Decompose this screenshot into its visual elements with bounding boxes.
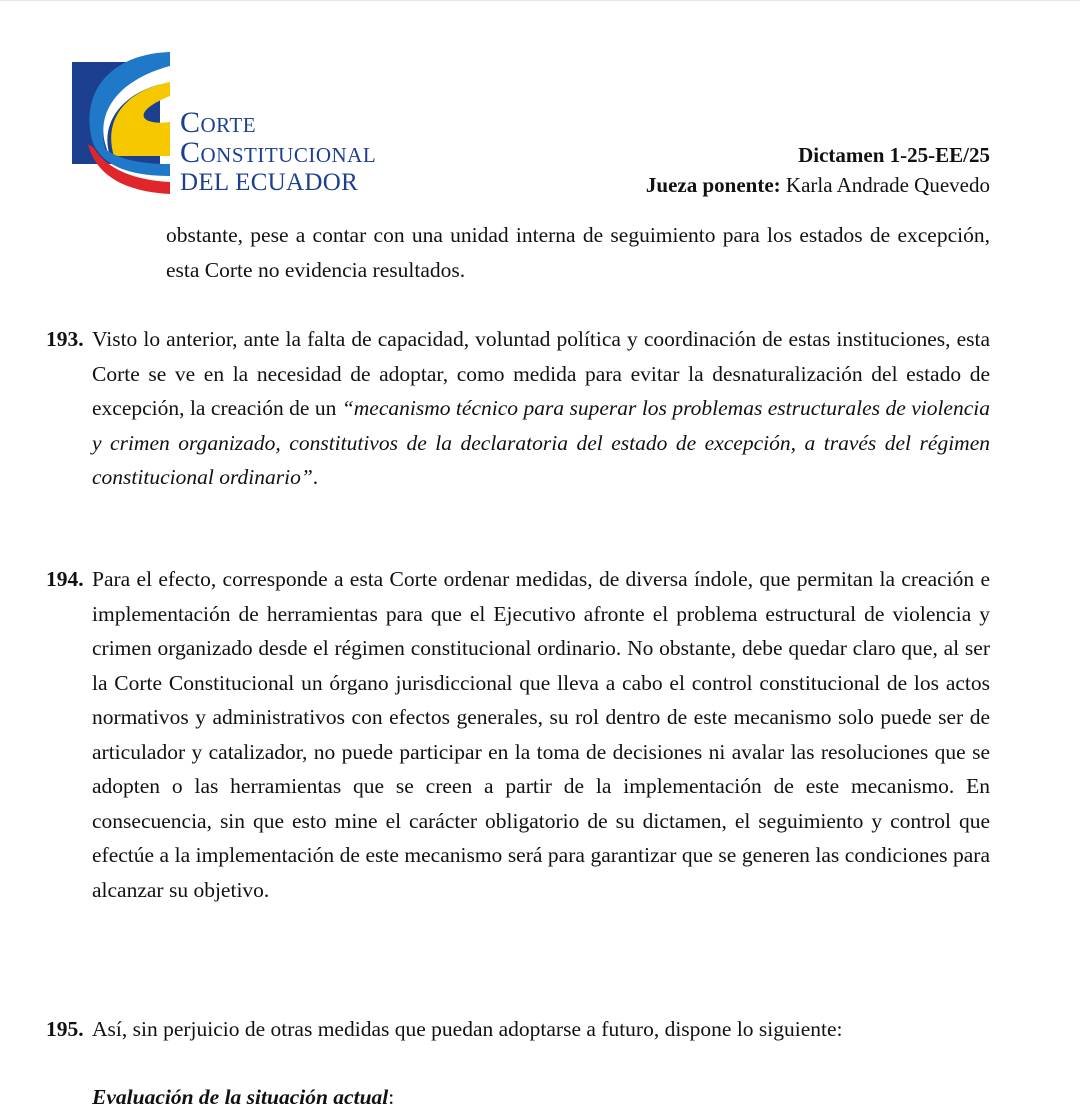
judge-label: Jueza ponente: [645, 173, 781, 197]
paragraph-number-194: 194. [46, 567, 84, 591]
court-logo [70, 52, 430, 202]
court-name-line2: Constitucional [180, 136, 377, 169]
judge-line [646, 170, 990, 200]
section-heading-text: Evaluación de la situación actual [92, 1085, 389, 1109]
section-heading-colon: : [388, 1085, 395, 1109]
document-header [646, 140, 990, 200]
paragraph-193-end: . [312, 465, 319, 489]
top-rule [0, 0, 1080, 1]
judge-name: Karla Andrade Quevedo [785, 173, 990, 197]
paragraph-193-quote: “mecanismo técnico para superar los problemas estructurales de violencia y crimen organizado, constitutivos de la declaratoria del estado de excepción, a través del régimen constitucional ordinario” [92, 396, 990, 489]
court-name-line3: DEL ECUADOR [180, 169, 359, 196]
paragraph-number-195: 195. [46, 1017, 84, 1041]
court-name [180, 108, 376, 198]
paragraph-number-193: 193. [46, 327, 84, 351]
paragraph-194: Para el efecto, corresponde a esta Corte ordenar medidas, de diversa índole, que permitan la creación e implementación de herramientas para que el Ejecutivo afronte el problema estructural de violencia y crimen organizado desde el régimen constitucional ordinario. No obstante, debe quedar claro que, al ser la Corte Constitucional un órgano jurisdiccional que lleva a cabo el control constitucional de los actos normativos y administrativos con efectos generales, su rol dentro de este mecanismo solo puede ser de articulador y catalizador, no puede participar en la toma de decisiones ni avalar las resoluciones que se adopten o las herramientas que se creen a partir de la implementación de este mecanismo. En consecuencia, sin que esto mine el carácter obligatorio de su dictamen, el seguimiento y control que efectúe a la implementación de este mecanismo será para garantizar que se generen las condiciones para alcanzar su objetivo. [92, 567, 990, 902]
dictamen-number: Dictamen 1-25-EE/25 [798, 143, 990, 167]
court-emblem-icon [70, 52, 190, 202]
section-heading [92, 1080, 394, 1115]
paragraph-193-text: Visto lo anterior, ante la falta de capacidad, voluntad política y coordinación de estas instituciones, esta Corte se ve en la necesidad de adoptar, como medida para evitar la desnaturalización del estado de excepción, la creación de un [92, 327, 990, 420]
court-name-line1: Corte [180, 106, 257, 139]
paragraph-193 [92, 322, 990, 495]
paragraph-195: Así, sin perjuicio de otras medidas que puedan adoptarse a futuro, dispone lo siguiente: [92, 1017, 843, 1041]
continuation-paragraph: obstante, pese a contar con una unidad interna de seguimiento para los estados de excepción, esta Corte no evidencia resultados. [166, 223, 990, 282]
